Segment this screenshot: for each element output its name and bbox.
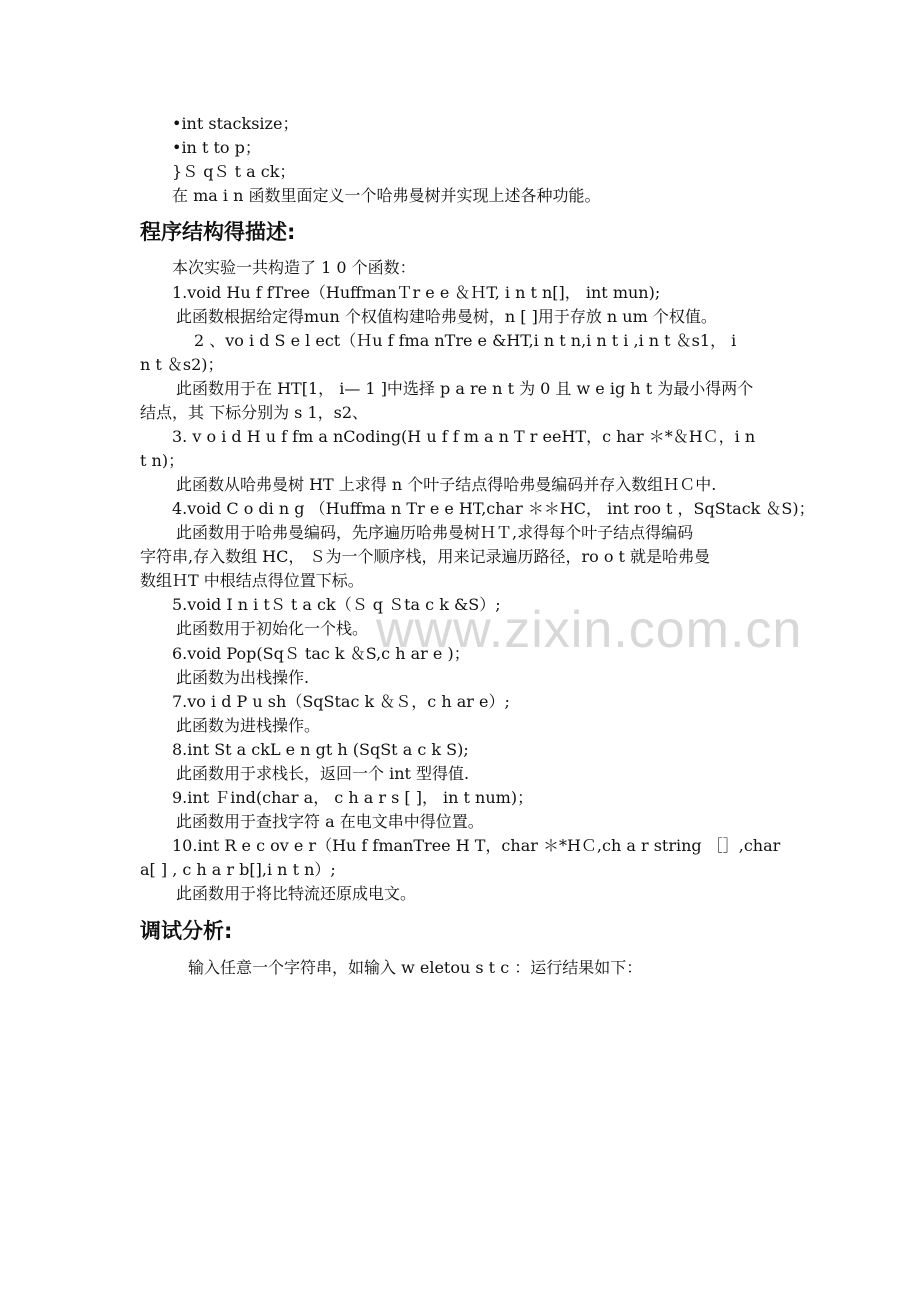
code-line: •in t to p；	[172, 138, 261, 157]
body-text-line: 此函数用于查找字符 a 在电文串中得位置。	[176, 812, 484, 831]
section-heading-debug: 调试分析:	[140, 919, 233, 943]
function-signature-line: a[ ] , c h a r b[],i n t n）;	[140, 860, 336, 879]
body-text-line: 此函数根据给定得mun 个权值构建哈弗曼树，n [ ]用于存放 n um 个权值。	[176, 307, 717, 326]
body-text-line: 此函数从哈弗曼树 HT 上求得 n 个叶子结点得哈弗曼编码并存入数组ＨＣ中.	[176, 475, 717, 494]
code-line: }Ｓ qＳ t a ck；	[172, 162, 296, 181]
function-signature-line: 6.void Pop(SqＳ tac k ＆S,c h ar e )；	[172, 644, 470, 663]
body-text-line: 此函数用于在 HT[1， i— 1 ]中选择 p a re n t 为 0 且 w e ig h t 为最小得两个	[176, 379, 754, 398]
body-text-line: 本次实验一共构造了 1 0 个函数：	[172, 258, 416, 277]
section-heading-structure: 程序结构得描述:	[140, 220, 296, 244]
code-line: •int stacksize；	[172, 114, 299, 133]
function-signature-line: 9.int Ｆind(char a， c h a r s [ ]， in t num)；	[172, 788, 534, 807]
body-text-line: 结点，其 下标分别为 s 1，s2、	[140, 403, 369, 422]
function-signature-line: 2 、vo i d S e l ect（Ｈu f fma nTre e &HT,i n t n,i n t i ,i n t ＆s1， i	[194, 331, 737, 350]
body-text-line: 此函数为进栈操作。	[176, 716, 321, 735]
function-signature-line: 8.int St a ckL e n gt h (SqSt a c k S);	[172, 740, 469, 759]
body-text-line: 字符串,存入数组 HC， Ｓ为一个顺序栈，用来记录遍历路径，ro o t 就是哈弗曼	[140, 547, 711, 566]
function-signature-line: 4.void C o di n g （Huffma n Tr e e HT,char ＊＊HC， int roo t ，SqStack ＆S)；	[172, 499, 815, 518]
watermark: www.zixin.com.cn	[376, 601, 803, 659]
function-signature-line: 7.vo i d P u sh（SqStac k ＆Ｓ，c h ar e）;	[172, 692, 510, 711]
function-signature-line: t n)；	[140, 451, 185, 470]
function-signature-line: 10.int R e c ov e r（Hu f fmanTree H T，char ＊*HＣ,ch a r string ［］,char	[172, 836, 781, 855]
body-text-line: 此函数用于求栈长，返回一个 int 型得值.	[176, 764, 470, 783]
function-signature-line: 1.void Hu f fTree（HuffmanＴr e e ＆ＨT, i n t n[]， int mun);	[172, 283, 661, 302]
body-text-line: 输入任意一个字符串，如输入 w eletou s t c ：运行结果如下：	[188, 958, 643, 977]
body-text-line: 此函数用于初始化一个栈。	[176, 619, 369, 638]
function-signature-line: n t ＆s2)；	[140, 355, 224, 374]
body-text-line: 此函数用于将比特流还原成电文。	[176, 884, 417, 903]
function-signature-line: 5.void I n i tＳ t a ck（Ｓ q Ｓta c k &S）;	[172, 595, 501, 614]
body-text-line: 数组ＨT 中根结点得位置下标。	[140, 571, 364, 590]
function-signature-line: 3. v o i d H u f fm a nCoding(H u f f m a n T r eeHT，c har ＊*＆HＣ，i n	[172, 427, 756, 446]
body-text-line: 此函数用于哈弗曼编码，先序遍历哈弗曼树ＨＴ,求得每个叶子结点得编码	[176, 523, 694, 542]
body-text-line: 此函数为出栈操作.	[176, 668, 310, 687]
body-text-line: 在 ma i n 函数里面定义一个哈弗曼树并实现上述各种功能。	[172, 186, 601, 205]
